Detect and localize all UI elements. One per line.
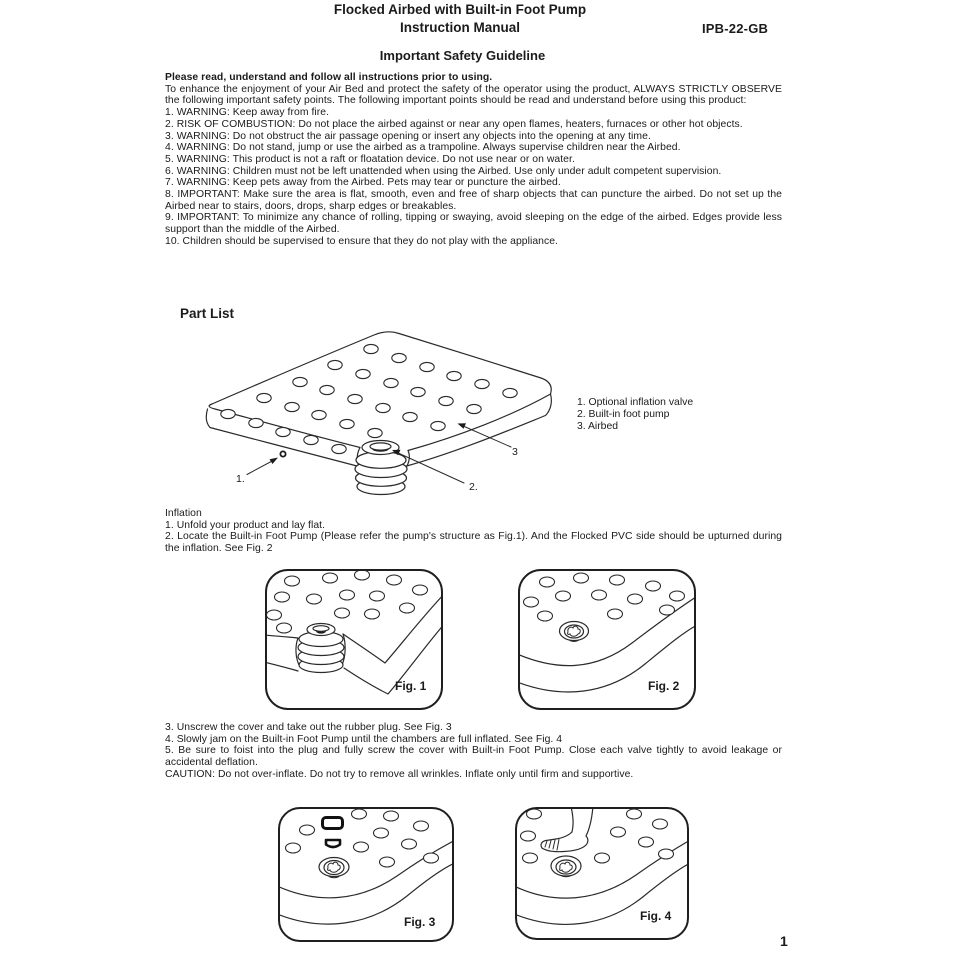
fig3-dimples [286,809,439,867]
fig4-valve [551,856,581,877]
safety-item-8: 8. IMPORTANT: Make sure the area is flat, smooth, even and free of sharp objects that can puncture the airbed. Do not set up the Airbed near to stairs, doors, drops, sharp edges or breakables. [165,189,782,212]
safety-item-6: 6. WARNING: Children must not be left unattended when using the Airbed. Use only under adult competent supervision. [165,165,722,177]
callout-valve-label: 1. [236,473,245,485]
figure-4-drawing [514,806,690,924]
safety-intro-emphasis: Please read, understand and follow all instructions prior to using. [165,72,493,83]
safety-section [165,72,782,248]
caution-note: CAUTION: Do not over-inflate. Do not try to remove all wrinkles. Inflate only until firm and supportive. [165,768,634,780]
inflation-step-2: 2. Locate the Built-in Foot Pump (Please refer the pump's structure as Fig.1). And the Flocked PVC side should be upturned during the inflation. See Fig. 2 [165,531,782,555]
inflation-step-1: 1. Unfold your product and lay flat. [165,519,326,531]
inflation-step-5: 5. Be sure to foist into the plug and fully screw the cover with Built-in Foot Pump. Close each valve tightly to avoid leakage or accidental deflation. [165,745,782,769]
inflation-section [165,508,782,555]
fig1-pump [298,624,344,673]
doc-header [140,1,780,37]
fig4-foot [541,806,593,852]
part-list-diagram [198,326,573,504]
figure-3-label: Fig. 3 [404,915,436,929]
fig2-valve [560,622,589,642]
valve-dot [280,451,285,456]
inflation-step-3: 3. Unscrew the cover and take out the rubber plug. See Fig. 3 [165,722,452,733]
callout-airbed-label: 3 [512,446,518,458]
dimples [221,344,517,453]
safety-item-10: 10. Children should be supervised to ensure that they do not play with the appliance. [165,235,558,247]
legend-item-pump: 2. Built-in foot pump [577,408,670,420]
fig3-valve [319,858,349,878]
inflation-heading: Inflation [165,508,202,519]
safety-intro: To enhance the enjoyment of your Air Bed and protect the safety of the operator using the product, ALWAYS STRICTLY OBSERVE the following important safety points. The following important points should be read and understand before using this product: [165,83,782,107]
fig2-dimples [524,573,685,621]
callout-pump-label: 2. [469,481,478,493]
safety-item-4: 4. WARNING: Do not stand, jump or use the airbed as a trampoline. Always supervise children near the Airbed. [165,142,681,154]
airbed-drawing [206,332,551,495]
legend-item-airbed: 3. Airbed [577,420,619,432]
figure-1 [264,568,444,711]
doc-title: Flocked Airbed with Built-in Foot Pump [333,2,587,17]
fig1-dimples [267,570,428,633]
fig3-valve-cover [323,818,343,829]
inflation-step-4: 4. Slowly jam on the Built-in Foot Pump until the chambers are full inflated. See Fig. 4 [165,733,563,745]
safety-item-5: 5. WARNING: This product is not a raft or floatation device. Do not use near or on water. [165,153,575,165]
figure-4-label: Fig. 4 [640,909,672,923]
safety-item-9: 9. IMPORTANT: To minimize any chance of rolling, tipping or swaying, avoid sleeping on the edge of the airbed. Edges provide less support than the middle of the Airbed. [165,212,782,236]
page-number: 1 [780,933,788,949]
figure-2-drawing [517,573,697,692]
figure-3-drawing [277,809,455,924]
safety-item-3: 3. WARNING: Do not obstruct the air passage opening or insert any objects into the opening at any time. [165,130,651,142]
foot-pump-drawing [355,441,407,495]
fig3-rubber-plug [326,840,340,847]
figure-2-label: Fig. 2 [648,679,680,693]
safety-heading: Important Safety Guideline [379,48,546,63]
figure-2 [517,568,697,711]
inflation-section-2 [165,722,782,781]
part-list-legend [577,397,693,433]
legend-item-valve: 1. Optional inflation valve [577,397,694,408]
part-list-heading: Part List [180,306,235,321]
doc-subtitle: Instruction Manual [399,20,520,35]
safety-item-7: 7. WARNING: Keep pets away from the Airbed. Pets may tear or puncture the airbed. [165,177,561,189]
safety-item-1: 1. WARNING: Keep away from fire. [165,107,330,119]
figure-4 [514,806,690,941]
fig4-dimples [521,809,674,863]
safety-item-2: 2. RISK OF COMBUSTION: Do not place the airbed against or near any open flames, heaters, furnaces or other hot objects. [165,118,743,130]
figure-3 [277,806,455,943]
figure-1-drawing [264,570,444,694]
model-code: IPB-22-GB [702,21,769,36]
figure-1-label: Fig. 1 [395,679,427,693]
